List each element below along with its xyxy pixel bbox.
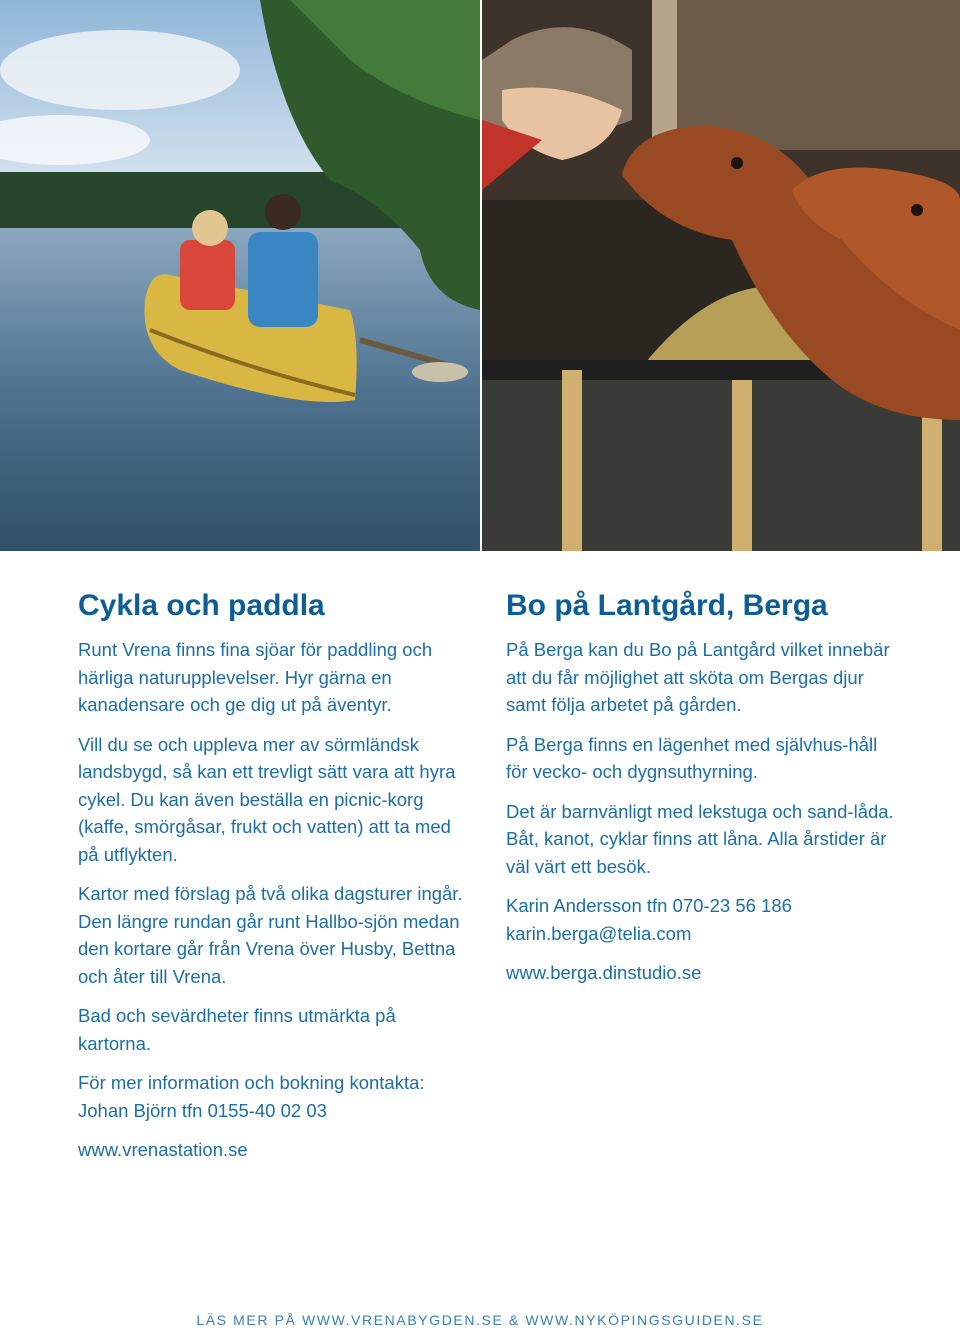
website-link[interactable]: www.vrenastation.se: [78, 1139, 248, 1160]
paragraph: På Berga finns en lägenhet med självhus-håll för vecko- och dygnsuthyrning.: [506, 733, 878, 782]
paragraph: Vill du se och uppleva mer av sörmländsk landsbygd, så kan ett trevligt sätt vara att hyra cykel. Du kan även beställa en picnic-korg (kaffe, smörgåsar, frukt och vatten) att ta med på utflykten.: [78, 733, 456, 865]
paragraph: Det är barnvänligt med lekstuga och sand-låda. Båt, kanot, cyklar finns att låna. Alla årstider är väl värt ett besök.: [506, 800, 894, 877]
contact-paragraph: Karin Andersson tfn 070-23 56 186 karin.berga@telia.com: [506, 895, 792, 944]
photo-strip: [0, 0, 960, 551]
footer-read-more: LÄS MER PÅ WWW.VRENABYGDEN.SE & WWW.NYKÖPINGSGUIDEN.SE: [196, 1312, 764, 1328]
canoe-photo: [0, 0, 480, 551]
contact-paragraph: För mer information och bokning kontakta: Johan Björn tfn 0155-40 02 03: [78, 1072, 425, 1121]
calves-photo: [482, 0, 960, 551]
paragraph: På Berga kan du Bo på Lantgård vilket innebär att du får möjlighet att sköta om Bergas djur samt följa arbetet på gården.: [506, 639, 890, 715]
paragraph: Kartor med förslag på två olika dagsturer ingår. Den längre rundan går runt Hallbo-sjön medan den kortare går från Vrena över Husby, Bettna och åter till Vrena.: [78, 883, 463, 987]
right-column: [506, 588, 896, 999]
paragraph: Runt Vrena finns fina sjöar för paddling och härliga naturupplevelser. Hyr gärna en kanadensare och ge dig ut på äventyr.: [78, 639, 433, 715]
left-column: [78, 588, 468, 1176]
heading-bo-pa-lantgard: Bo på Lantgård, Berga: [506, 589, 828, 622]
website-link[interactable]: www.berga.dinstudio.se: [506, 962, 702, 983]
paragraph: Bad och sevärdheter finns utmärkta på kartorna.: [78, 1005, 396, 1054]
heading-cykla-och-paddla: Cykla och paddla: [78, 589, 325, 622]
